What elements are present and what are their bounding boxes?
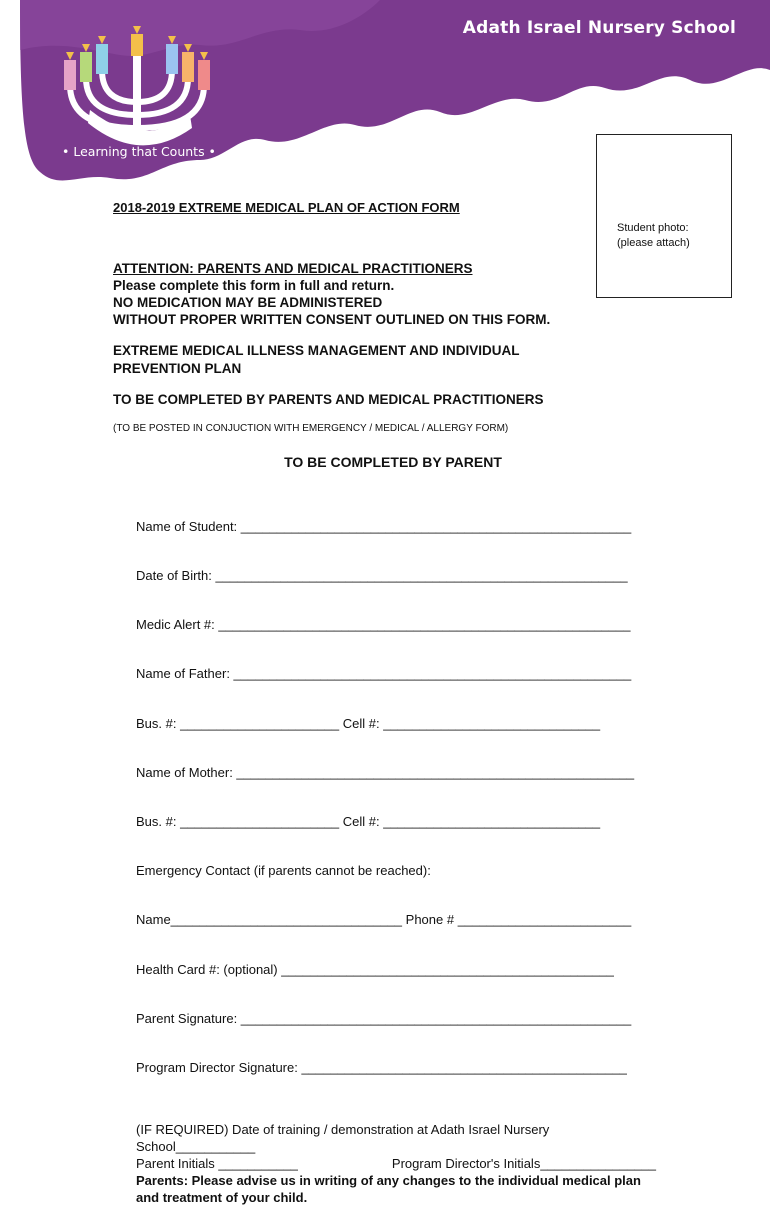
section-heading-plan: EXTREME MEDICAL ILLNESS MANAGEMENT AND INDIVIDUAL PREVENTION PLAN	[113, 343, 520, 376]
field-student-name[interactable]: Name of Student: ______________________________________________________	[136, 518, 632, 534]
photo-label: Student photo:	[617, 222, 689, 234]
instruction-line-1: Please complete this form in full and return.	[113, 278, 395, 293]
section-heading-completion: TO BE COMPLETED BY PARENTS AND MEDICAL PRACTITIONERS	[113, 392, 544, 407]
field-father-phones[interactable]: Bus. #: ______________________ Cell #: ______________________________	[136, 715, 601, 731]
parent-section-heading: TO BE COMPLETED BY PARENT	[284, 454, 502, 470]
attention-block	[113, 260, 673, 328]
instruction-line-2: NO MEDICATION MAY BE ADMINISTERED	[113, 295, 383, 310]
training-section	[136, 1121, 656, 1206]
school-tagline: • Learning that Counts •	[62, 144, 216, 159]
form-title: 2018-2019 EXTREME MEDICAL PLAN OF ACTION FORM	[113, 200, 460, 215]
field-mother-name[interactable]: Name of Mother: _______________________________________________________	[136, 764, 635, 780]
posting-note: (TO BE POSTED IN CONJUCTION WITH EMERGENCY / MEDICAL / ALLERGY FORM)	[113, 423, 509, 434]
field-emergency-contact[interactable]: Name________________________________ Phone # ________________________	[136, 912, 632, 928]
emergency-contact-label: Emergency Contact (if parents cannot be reached):	[136, 863, 431, 879]
form-body	[113, 200, 673, 1206]
photo-instruction: (please attach)	[617, 237, 690, 249]
training-date-line: (IF REQUIRED) Date of training / demonstration at Adath Israel Nursery	[136, 1122, 550, 1138]
field-director-signature[interactable]: Program Director Signature: _____________________________________________	[136, 1060, 627, 1076]
initials-row	[136, 1155, 656, 1172]
change-advisory: Parents: Please advise us in writing of any changes to the individual medical plan and treatment of your child.	[136, 1173, 641, 1206]
field-father-name[interactable]: Name of Father: _______________________________________________________	[136, 666, 632, 682]
field-health-card[interactable]: Health Card #: (optional) ______________________________________________	[136, 961, 614, 977]
school-name: Adath Israel Nursery School	[462, 18, 736, 38]
field-parent-initials[interactable]: Parent Initials ___________	[136, 1156, 298, 1172]
field-mother-phones[interactable]: Bus. #: ______________________ Cell #: ______________________________	[136, 814, 601, 830]
attention-heading: ATTENTION: PARENTS AND MEDICAL PRACTITIONERS	[113, 261, 473, 276]
field-date-of-birth[interactable]: Date of Birth: _________________________________________________________	[136, 568, 628, 584]
field-parent-signature[interactable]: Parent Signature: ______________________________________________________	[136, 1010, 632, 1026]
field-director-initials[interactable]: Program Director's Initials________________	[391, 1156, 656, 1172]
instruction-line-3: WITHOUT PROPER WRITTEN CONSENT OUTLINED ON THIS FORM.	[113, 312, 551, 327]
parent-fields	[136, 486, 673, 1109]
field-medic-alert[interactable]: Medic Alert #: _________________________________________________________	[136, 617, 631, 633]
field-training-school[interactable]: School___________	[136, 1139, 256, 1155]
